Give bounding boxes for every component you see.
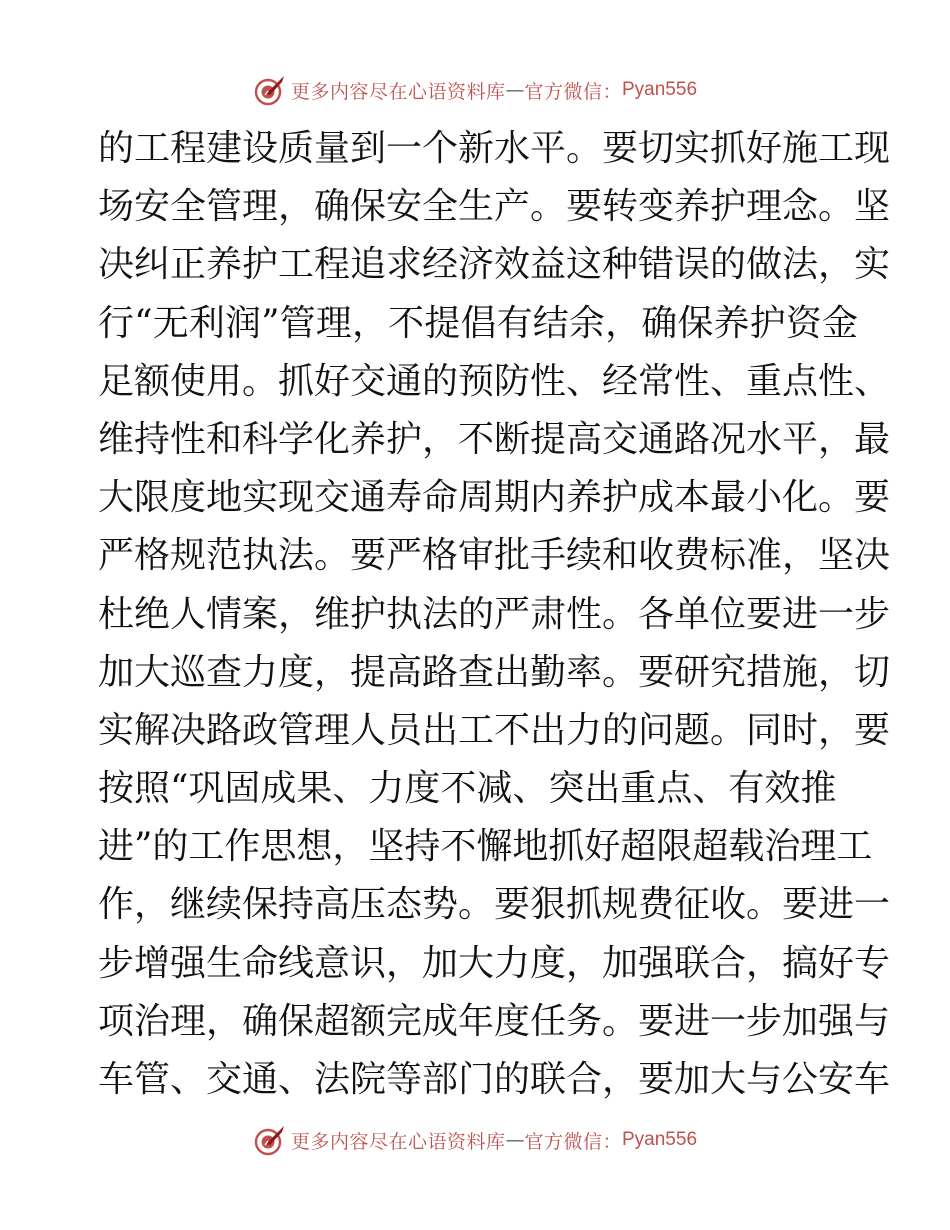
watermark-wechat-id: Pyan556 bbox=[622, 79, 698, 100]
body-line: 杜绝人情案，维护执法的严肃性。各单位要进一步 bbox=[98, 593, 891, 635]
watermark-text: 更多内容尽在心语资料库 bbox=[290, 80, 506, 103]
watermark-label: 官方微信： bbox=[524, 80, 622, 103]
body-line: 决纠正养护工程追求经济效益这种错误的做法，实 bbox=[98, 244, 891, 286]
body-line: 车管、交通、法院等部门的联合，要加大与公安车 bbox=[98, 1059, 891, 1100]
footer-watermark bbox=[0, 1120, 950, 1160]
watermark-wechat-id: Pyan556 bbox=[622, 1129, 698, 1150]
body-line: 步增强生命线意识，加大力度，加强联合，搞好专 bbox=[98, 942, 891, 984]
body-line: 场安全管理，确保安全生产。要转变养护理念。坚 bbox=[98, 186, 891, 228]
body-line: 进”的工作思想，坚持不懈地抓好超限超载治理工 bbox=[98, 826, 873, 868]
body-line: 行“无利润”管理，不提倡有结余，确保养护资金 bbox=[98, 302, 858, 344]
watermark-separator: — bbox=[505, 79, 525, 101]
body-line: 足额使用。抓好交通的预防性、经常性、重点性、 bbox=[98, 360, 891, 402]
document-body bbox=[98, 120, 891, 1109]
body-line: 项治理，确保超额完成年度任务。要进一步加强与 bbox=[98, 1000, 891, 1042]
body-line: 作，继续保持高压态势。要狠抓规费征收。要进一 bbox=[98, 884, 891, 926]
quill-logo-icon bbox=[253, 73, 287, 107]
watermark-text: 更多内容尽在心语资料库 bbox=[290, 1130, 506, 1153]
body-line: 严格规范执法。要严格审批手续和收费标准，坚决 bbox=[98, 535, 891, 577]
body-line: 按照“巩固成果、力度不减、突出重点、有效推 bbox=[98, 768, 837, 810]
body-line: 的工程建设质量到一个新水平。要切实抓好施工现 bbox=[98, 128, 891, 169]
watermark-label: 官方微信： bbox=[524, 1130, 622, 1153]
quill-logo-icon bbox=[253, 1123, 287, 1157]
header-watermark bbox=[0, 70, 950, 110]
body-line: 维持性和科学化养护，不断提高交通路况水平，最 bbox=[98, 418, 891, 460]
body-line: 大限度地实现交通寿命周期内养护成本最小化。要 bbox=[98, 477, 891, 519]
watermark-separator: — bbox=[505, 1129, 525, 1151]
body-line: 加大巡查力度，提高路查出勤率。要研究措施，切 bbox=[98, 651, 891, 693]
body-line: 实解决路政管理人员出工不出力的问题。同时，要 bbox=[98, 709, 891, 751]
